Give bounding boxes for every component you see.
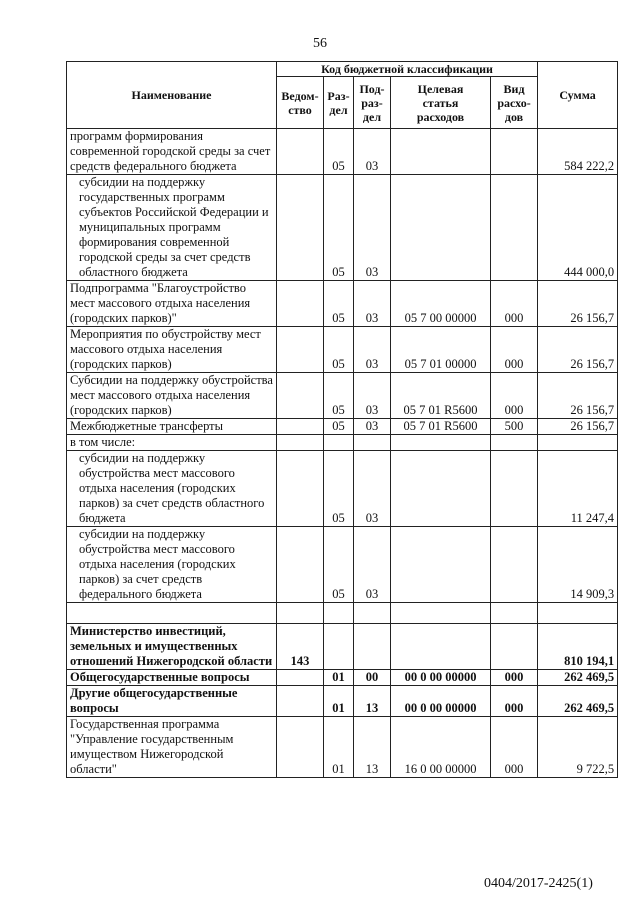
cell-sub: 13 xyxy=(354,686,391,717)
table-row xyxy=(67,686,618,717)
cell-type: 000 xyxy=(491,327,538,373)
cell-sec: 01 xyxy=(324,686,354,717)
cell-sum: 11 247,4 xyxy=(538,451,618,527)
cell-type: 000 xyxy=(491,686,538,717)
header-subsection-text: Под- раз- дел xyxy=(359,81,385,124)
header-name: Наименование xyxy=(67,62,277,129)
table-row xyxy=(67,327,618,373)
cell-dept xyxy=(277,451,324,527)
cell-target xyxy=(391,129,491,175)
cell-sum: 9 722,5 xyxy=(538,717,618,778)
header-type xyxy=(491,77,538,129)
cell-dept xyxy=(277,129,324,175)
table-row xyxy=(67,451,618,527)
header-dept xyxy=(277,77,324,129)
cell-sub: 03 xyxy=(354,419,391,435)
cell-name: субсидии на поддержку обустройства мест массового отдыха населения (городских парков) за счет средств областного бюджета xyxy=(67,451,277,527)
cell-sum: 262 469,5 xyxy=(538,686,618,717)
cell-sub xyxy=(354,603,391,624)
cell-sub: 03 xyxy=(354,175,391,281)
cell-sub: 13 xyxy=(354,717,391,778)
cell-dept xyxy=(277,603,324,624)
cell-name: Министерство инвестиций, земельных и имущественных отношений Нижегородской области xyxy=(67,624,277,670)
cell-sum: 26 156,7 xyxy=(538,373,618,419)
cell-dept: 143 xyxy=(277,624,324,670)
cell-type: 000 xyxy=(491,670,538,686)
cell-target xyxy=(391,435,491,451)
cell-sec: 05 xyxy=(324,527,354,603)
cell-sub xyxy=(354,624,391,670)
table-row xyxy=(67,717,618,778)
cell-name: субсидии на поддержку государственных программ субъектов Российской Федерации и муниципальных программ формирования современной городской среды за счет средств областного бюджета xyxy=(67,175,277,281)
table-row xyxy=(67,175,618,281)
cell-sum: 444 000,0 xyxy=(538,175,618,281)
cell-sum: 810 194,1 xyxy=(538,624,618,670)
cell-dept xyxy=(277,327,324,373)
page-number: 56 xyxy=(313,36,327,51)
table-row xyxy=(67,527,618,603)
cell-type: 000 xyxy=(491,717,538,778)
header-target-text: Целевая статья расходов xyxy=(416,81,465,124)
cell-sec: 05 xyxy=(324,281,354,327)
cell-name: Субсидии на поддержку обустройства мест массового отдыха населения (городских парков) xyxy=(67,373,277,419)
cell-target: 05 7 00 00000 xyxy=(391,281,491,327)
cell-target: 05 7 01 R5600 xyxy=(391,419,491,435)
cell-name: Межбюджетные трансферты xyxy=(67,419,277,435)
header-sum: Сумма xyxy=(538,62,618,129)
table-row xyxy=(67,435,618,451)
cell-sub: 03 xyxy=(354,327,391,373)
table-row xyxy=(67,670,618,686)
cell-dept xyxy=(277,527,324,603)
cell-type xyxy=(491,435,538,451)
cell-sub: 03 xyxy=(354,281,391,327)
header-dept-text: Ведом- ство xyxy=(281,88,319,117)
cell-sum xyxy=(538,435,618,451)
cell-sum: 26 156,7 xyxy=(538,281,618,327)
cell-sec xyxy=(324,624,354,670)
cell-name: Подпрограмма "Благоустройство мест массового отдыха населения (городских парков)" xyxy=(67,281,277,327)
table-row xyxy=(67,603,618,624)
header-type-text: Вид расхо- дов xyxy=(497,81,531,124)
cell-type xyxy=(491,129,538,175)
cell-type: 000 xyxy=(491,281,538,327)
cell-sum xyxy=(538,603,618,624)
cell-type xyxy=(491,175,538,281)
cell-type: 500 xyxy=(491,419,538,435)
document-code: 0404/2017-2425(1) xyxy=(484,876,593,891)
cell-type xyxy=(491,603,538,624)
header-subsection xyxy=(354,77,391,129)
cell-target xyxy=(391,603,491,624)
cell-dept xyxy=(277,670,324,686)
cell-name: Государственная программа "Управление государственным имуществом Нижегородской области" xyxy=(67,717,277,778)
cell-dept xyxy=(277,175,324,281)
cell-target xyxy=(391,624,491,670)
cell-name: Мероприятия по обустройству мест массового отдыха населения (городских парков) xyxy=(67,327,277,373)
cell-sub: 00 xyxy=(354,670,391,686)
cell-sec: 05 xyxy=(324,327,354,373)
cell-name xyxy=(67,603,277,624)
cell-dept xyxy=(277,419,324,435)
cell-sec: 05 xyxy=(324,419,354,435)
budget-table xyxy=(66,61,618,778)
cell-sec: 05 xyxy=(324,175,354,281)
cell-target xyxy=(391,527,491,603)
cell-sub: 03 xyxy=(354,527,391,603)
cell-target: 05 7 01 00000 xyxy=(391,327,491,373)
cell-sec: 05 xyxy=(324,373,354,419)
table-row xyxy=(67,129,618,175)
table-row xyxy=(67,281,618,327)
cell-type xyxy=(491,451,538,527)
cell-dept xyxy=(277,686,324,717)
cell-sum: 262 469,5 xyxy=(538,670,618,686)
cell-sum: 26 156,7 xyxy=(538,419,618,435)
cell-target: 05 7 01 R5600 xyxy=(391,373,491,419)
table-row xyxy=(67,373,618,419)
cell-dept xyxy=(277,717,324,778)
header-classification: Код бюджетной классификации xyxy=(277,62,538,77)
cell-target: 00 0 00 00000 xyxy=(391,686,491,717)
cell-type xyxy=(491,624,538,670)
cell-type xyxy=(491,527,538,603)
cell-dept xyxy=(277,281,324,327)
cell-sum: 26 156,7 xyxy=(538,327,618,373)
cell-sec xyxy=(324,603,354,624)
cell-sec: 05 xyxy=(324,451,354,527)
cell-name: программ формирования современной городской среды за счет средств федерального бюджета xyxy=(67,129,277,175)
cell-sub: 03 xyxy=(354,373,391,419)
cell-name: Общегосударственные вопросы xyxy=(67,670,277,686)
cell-dept xyxy=(277,373,324,419)
table-row xyxy=(67,624,618,670)
table-row xyxy=(67,419,618,435)
cell-sum: 14 909,3 xyxy=(538,527,618,603)
cell-name: в том числе: xyxy=(67,435,277,451)
cell-sec xyxy=(324,435,354,451)
cell-sum: 584 222,2 xyxy=(538,129,618,175)
cell-sub xyxy=(354,435,391,451)
table-body xyxy=(67,129,618,778)
cell-sec: 01 xyxy=(324,717,354,778)
cell-sec: 05 xyxy=(324,129,354,175)
cell-target xyxy=(391,175,491,281)
header-section-text: Раз- дел xyxy=(327,88,350,117)
cell-target: 16 0 00 00000 xyxy=(391,717,491,778)
cell-dept xyxy=(277,435,324,451)
cell-sub: 03 xyxy=(354,451,391,527)
cell-sub: 03 xyxy=(354,129,391,175)
cell-type: 000 xyxy=(491,373,538,419)
cell-target xyxy=(391,451,491,527)
cell-sec: 01 xyxy=(324,670,354,686)
cell-name: Другие общегосударственные вопросы xyxy=(67,686,277,717)
header-target xyxy=(391,77,491,129)
header-section xyxy=(324,77,354,129)
cell-name: субсидии на поддержку обустройства мест массового отдыха населения (городских парков) за счет средств федерального бюджета xyxy=(67,527,277,603)
cell-target: 00 0 00 00000 xyxy=(391,670,491,686)
